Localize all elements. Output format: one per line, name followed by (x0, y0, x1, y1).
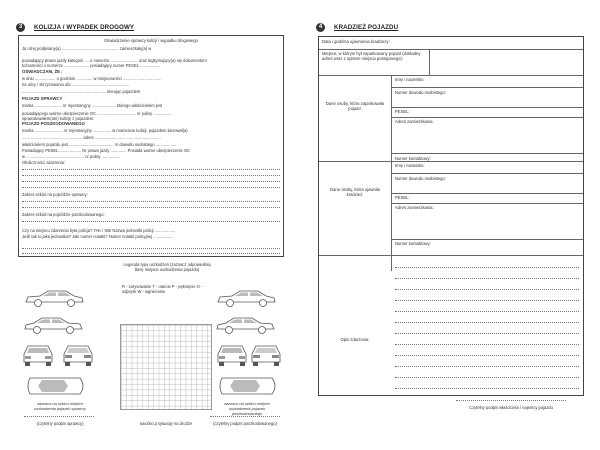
theft-form-page (316, 22, 586, 432)
col-divider (429, 49, 430, 75)
signature-line[interactable] (210, 416, 280, 417)
write-in-line[interactable] (22, 221, 280, 222)
write-in-line[interactable] (22, 175, 280, 176)
field-divider (391, 153, 583, 154)
statement-line: w dniu .................. o godzinie .............. w miejscowości .................................. (22, 76, 162, 81)
description-line[interactable] (395, 333, 579, 334)
label-parked-by: Dane osoby, która zaparkowała pojazd: (325, 101, 385, 112)
field-divider (391, 203, 583, 204)
car-rear-icon (60, 342, 96, 368)
row-divider (319, 255, 583, 256)
statement-line: Okoliczności zdarzenia: (22, 160, 66, 165)
car-side-right-icon (22, 315, 86, 335)
sketch-caption: naszkicuj sytuację na drodze (139, 421, 193, 426)
car-rear-icon (248, 342, 284, 368)
car-side-left-icon (22, 288, 86, 308)
signature-owner: Czytelny podpis właściciela / najemcy pojazdu (469, 405, 553, 410)
signature-line[interactable] (456, 400, 566, 401)
statement-line: spowodowałem(am) kolizję z pojazdem: (22, 116, 95, 121)
field-divider (391, 239, 583, 240)
write-in-line[interactable] (22, 187, 280, 188)
statement-line: POJAZD SPRAWCY (22, 96, 63, 101)
note-poszkodowany: zaznacz na szkicu miejsce uszkodzenia pojazdu poszkodowanego (224, 401, 270, 416)
field-label: Numer dowodu osobistego: (395, 90, 446, 95)
write-in-line[interactable] (22, 253, 280, 254)
field-label: Imię i nazwisko: (395, 163, 425, 168)
legend-title: Legenda typu uszkodzeń (zaznacz odpowiednią literę miejsce uszkodzenia pojazdu) (123, 262, 211, 272)
statement-line: Czy na miejscu zdarzenia była policja? TAK / NIE Nazwa jednostki policji .................. (22, 228, 176, 233)
theft-details-table (318, 36, 584, 396)
statement-line: właścicielem pojazdu jest ....................................... nr dowodu osobistego .................. (22, 142, 177, 147)
description-line[interactable] (395, 366, 579, 367)
field-divider (391, 107, 583, 108)
signature-poszkodowany: (czytelny podpis poszkodowanego) (213, 421, 277, 426)
field-divider (391, 193, 583, 194)
statement-line: Ja niżej podpisany(a) .................................................. zamieszkały(a) w (22, 46, 152, 51)
label-discovered-by: Dane osoby, która ujawniła kradzież: (330, 187, 380, 198)
sketch-grid[interactable] (120, 324, 212, 410)
field-label: Adres zamieszkania: (395, 205, 434, 210)
write-in-line[interactable] (22, 207, 280, 208)
write-in-line[interactable] (22, 181, 280, 182)
statement-line: tożsamości o numerze ...................... posiadający numer PESEL .................. (22, 63, 161, 68)
statement-line: .......................................................................... kierując pojazdem (22, 89, 141, 94)
field-label: Numer kontaktowy: (395, 241, 431, 246)
car-side-left-icon (214, 288, 278, 308)
car-top-icon (24, 374, 88, 398)
statement-line: ..................................................... adres .......................................................... (22, 135, 161, 140)
description-line[interactable] (395, 278, 579, 279)
statement-line: Jeśli tak to jaka jednostka? Jaki numer notatki? Numer notatki policyjnej .................. (22, 234, 174, 239)
description-line[interactable] (395, 388, 579, 389)
write-in-line[interactable] (22, 169, 280, 170)
section-title: KOLIZJA / WYPADEK DROGOWY (34, 23, 135, 31)
field-divider (391, 117, 583, 118)
section-header (316, 22, 586, 32)
statement-line: w ................................................... nr polisy ................ (22, 154, 120, 159)
car-front-icon (214, 342, 250, 368)
field-divider (391, 87, 583, 88)
field-label: Numer dowodu osobistego: (395, 176, 446, 181)
description-line[interactable] (395, 267, 579, 268)
section-number: 3 (16, 23, 25, 32)
statement-line: posiadającego ważne ubezpieczenie OC .................................. nr polisy ................ (22, 111, 172, 116)
label-date: Data i godzina ujawnienia kradzieży: (322, 39, 390, 44)
row-divider (319, 161, 583, 162)
statement-line: POJAZD POSZKODOWANEGO (22, 121, 85, 126)
damage-legend (122, 262, 212, 294)
collision-form-page (16, 22, 284, 432)
car-side-right-icon (214, 315, 278, 335)
description-line[interactable] (395, 311, 579, 312)
statement-line: OŚWIADCZAM, ŻE : (22, 69, 63, 74)
field-divider (391, 173, 583, 174)
label-place: Miejsce, w którym był zaparkowany pojazd (dokładny adres wraz z opisem miejsca postojowego): (322, 51, 421, 62)
statement-line: Zakres szkód na pojeździe sprawcy: (22, 192, 88, 197)
statement-line: na ulicy / skrzyżowaniu ulic .................................................. (22, 82, 130, 87)
car-top-icon (216, 374, 280, 398)
description-line[interactable] (395, 322, 579, 323)
description-line[interactable] (395, 344, 579, 345)
section-number: 4 (316, 23, 325, 32)
signature-line[interactable] (24, 416, 94, 417)
statement-line: marka ........................ nr rejestracyjny ..................... którego właścicielem jest (22, 103, 163, 108)
label-description: Opis zdarzenia: (340, 337, 370, 342)
statement-line: posiadający prawo jazdy kategorii .... o numerze ........................ oraz legitymujący(a) się dokumentem (22, 58, 207, 63)
description-line[interactable] (395, 300, 579, 301)
statement-line: marka ......................... nr rejestracyjny ................ w momencie kolizji, pojazdem kierował(a) (22, 128, 188, 133)
row-divider (319, 49, 583, 50)
description-line[interactable] (395, 355, 579, 356)
signature-sprawca: (czytelny podpis sprawcy) (36, 421, 84, 426)
field-label: PESEL: (395, 109, 410, 114)
write-in-line[interactable] (22, 201, 280, 202)
statement-line: Oświadczenie sprawcy kolizji / wypadku drogowego (104, 38, 198, 43)
field-label: PESEL: (395, 195, 410, 200)
car-front-icon (20, 342, 56, 368)
section-header (16, 22, 284, 32)
write-in-line[interactable] (22, 248, 280, 249)
description-line[interactable] (395, 377, 579, 378)
damage-sketch-area (16, 260, 284, 430)
description-line[interactable] (395, 289, 579, 290)
note-sprawca: zaznacz na szkicu miejsce uszkodzenia pojazdu sprawcy (34, 401, 86, 411)
collision-statement-box (18, 35, 284, 257)
field-label: Numer kontaktowy: (395, 156, 431, 161)
field-label: Adres zamieszkania: (395, 119, 434, 124)
legend-codes: R - zarysowanie T - otarcie P - pęknięcie O - odprysk W - wgniecenie (122, 284, 203, 294)
row-divider (319, 75, 583, 76)
section-title: KRADZIEŻ POJAZDU (334, 23, 399, 31)
statement-line: Posiadający PESEL ................... Nr prawa jazdy .............. Posiada ważne ubezpieczenie OC (22, 148, 190, 153)
statement-line: Zakres szkód na pojeździe poszkodowanego: (22, 212, 105, 217)
field-label: Imię i nazwisko: (395, 77, 425, 82)
